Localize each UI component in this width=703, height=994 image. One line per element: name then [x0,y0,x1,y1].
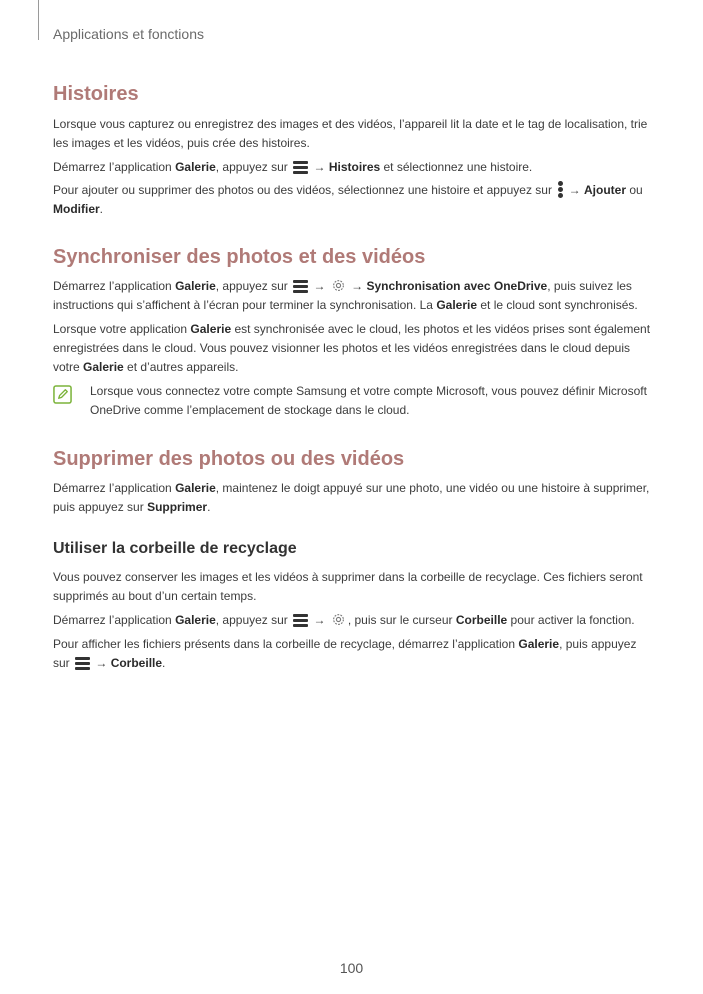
section-title-delete: Supprimer des photos ou des vidéos [53,448,405,470]
note-onedrive: Lorsque vous connectez votre compte Samsung et votre compte Microsoft, vous pouvez définir Microsoft OneDrive comme l’emplacement de stockage dans le cloud. [90,384,647,417]
page-number: 100 [339,960,364,976]
histoires-step-edit: Pour ajouter ou supprimer des photos ou des vidéos, sélectionnez une histoire et appuyez sur → Ajouter ou Modifier. [53,183,643,216]
sync-step: Démarrez l’application Galerie, appuyez sur → → Synchronisation avec OneDrive, puis suivez les instructions qui s’affichent à l’écran pour terminer la synchronisation. La Galerie et le cloud sont synchronisés. [53,279,638,312]
sync-explanation: Lorsque votre application Galerie est synchronisée avec le cloud, les photos et les vidéos prises sont également enregistrées dans le cloud. Vous pouvez visionner les photos et les vidéos enregistrées dans le cloud depuis votre Galerie et d’autres appareils. [53,322,651,374]
trash-step-enable: Démarrez l’application Galerie, appuyez sur → , puis sur le curseur Corbeille pour activer la fonction. [53,613,635,627]
page-header: Applications et fonctions [53,26,204,42]
hamburger-menu-icon [75,657,90,670]
hamburger-menu-icon [293,280,308,293]
gear-icon [331,612,346,627]
more-options-icon [557,181,563,198]
delete-step: Démarrez l’application Galerie, maintenez le doigt appuyé sur une photo, une vidéo ou une histoire à supprimer, puis appuyez sur Supprimer. [53,481,650,514]
trash-intro: Vous pouvez conserver les images et les vidéos à supprimer dans la corbeille de recyclage. Ces fichiers seront supprimés au bout d’un certain temps. [53,570,643,603]
hamburger-menu-icon [293,161,308,174]
section-title-sync: Synchroniser des photos et des vidéos [53,246,426,268]
histoires-intro: Lorsque vous capturez ou enregistrez des images et des vidéos, l’appareil lit la date et le tag de localisation, trie les images et les vidéos, puis crée des histoires. [53,117,648,150]
note-pencil-icon [53,385,72,404]
section-title-histoires: Histoires [53,83,139,105]
trash-step-view: Pour afficher les fichiers présents dans la corbeille de recyclage, démarrez l’application Galerie, puis appuyez sur → Corbeille. [53,637,637,670]
subsection-title-trash: Utiliser la corbeille de recyclage [53,540,297,557]
histoires-step-open: Démarrez l’application Galerie, appuyez sur → Histoires et sélectionnez une histoire. [53,160,533,174]
hamburger-menu-icon [293,614,308,627]
page-margin-rule [38,0,39,40]
gear-icon [331,278,346,293]
